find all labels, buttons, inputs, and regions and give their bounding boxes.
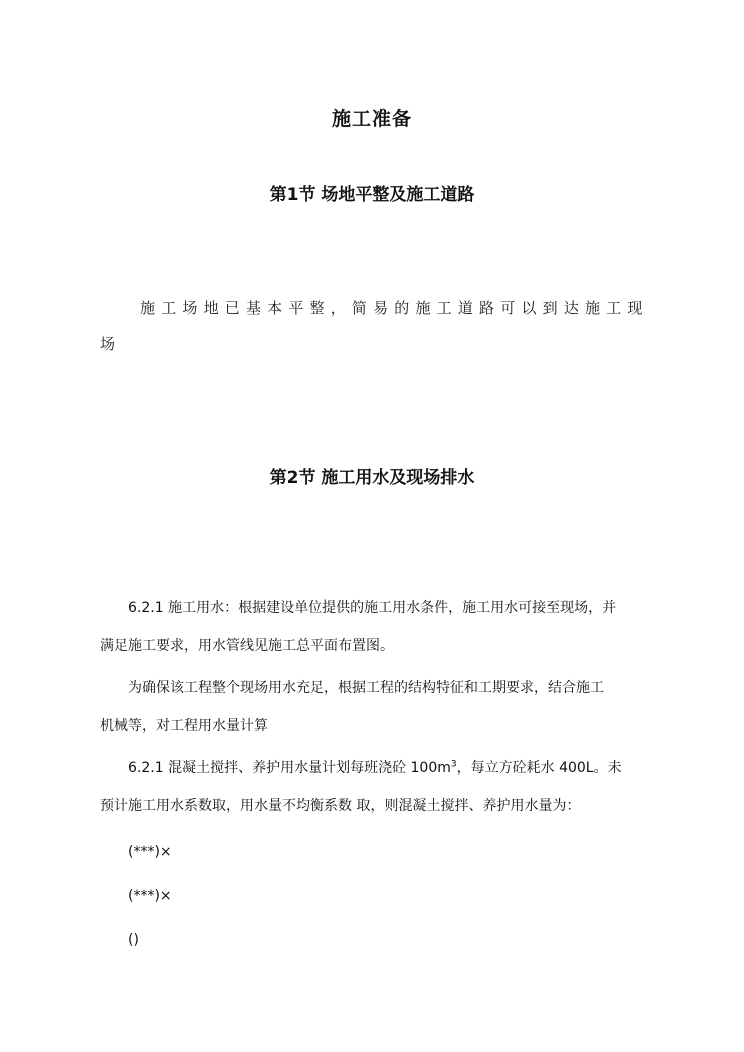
paragraph-line: 为确保该工程整个现场用水充足，根据工程的结构特征和工期要求，结合施工 bbox=[128, 680, 604, 696]
formula-line-3: () bbox=[128, 932, 139, 948]
paragraph-line: 机械等，对工程用水量计算 bbox=[100, 718, 268, 734]
paragraph-line bbox=[100, 749, 648, 787]
superscript: 3 bbox=[450, 759, 457, 770]
section-2-heading: 第2节 施工用水及现场排水 bbox=[269, 468, 475, 488]
paragraph-concrete-water bbox=[100, 749, 648, 825]
formula-line-1: (***)× bbox=[128, 844, 172, 860]
paragraph-line: 预计施工用水系数取，用水量不均衡系数 取，则混凝土搅拌、养护用水量为： bbox=[100, 798, 581, 814]
paragraph-line: 6.2.1 施工用水：根据建设单位提供的施工用水条件，施工用水可接至现场，并 bbox=[128, 600, 617, 616]
paragraph-water-supply bbox=[100, 589, 648, 665]
text-segment: 6.2.1 混凝土搅拌、养护用水量计划每班浇砼 100m bbox=[128, 760, 451, 776]
page-title: 施工准备 bbox=[331, 108, 412, 130]
formula-line-2: (***)× bbox=[128, 888, 172, 904]
text-segment: ，每立方砼耗水 400L。未 bbox=[456, 760, 622, 776]
paragraph-water-calc-intro bbox=[100, 669, 648, 745]
section-1-heading: 第1节 场地平整及施工道路 bbox=[269, 185, 475, 205]
paragraph-line: 满足施工要求，用水管线见施工总平面布置图。 bbox=[100, 638, 394, 654]
section-1-body: 施工场地已基本平整，简易的施工道路可以到达施工现场 bbox=[100, 299, 648, 353]
